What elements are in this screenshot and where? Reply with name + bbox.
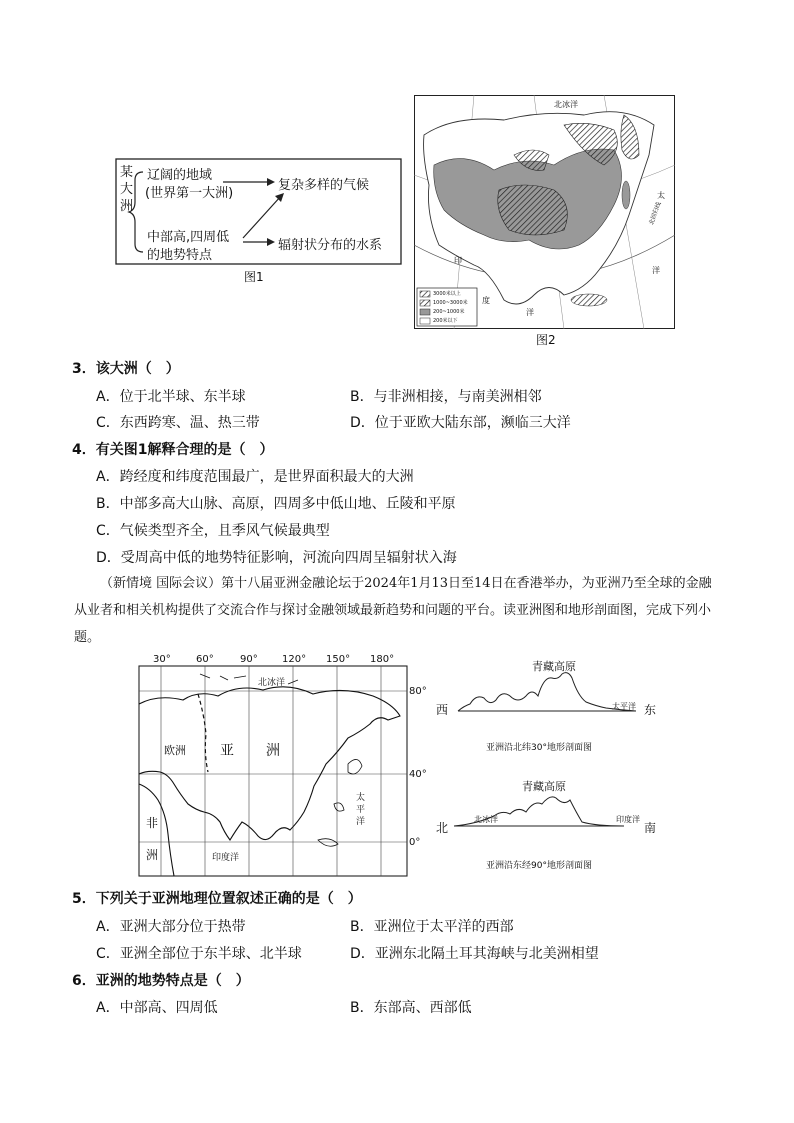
- q3-option-d[interactable]: D．位于亚欧大陆东部，濒临三大洋: [350, 415, 571, 431]
- figure-2-legend: [433, 290, 468, 326]
- profile-90e-north: 北: [436, 821, 449, 835]
- map-label-africa-1: 非: [146, 816, 159, 830]
- q4-option-a[interactable]: A．跨经度和纬度范围最广，是世界面积最大的大洲: [96, 469, 414, 485]
- figure-1: [115, 158, 402, 265]
- profile-30n-west: 西: [436, 703, 449, 717]
- profile-30n-peak-label: 青藏高原: [532, 660, 576, 673]
- legend-item-2: 1000~3000米: [433, 300, 468, 306]
- q6-option-b[interactable]: B．东部高、西部低: [350, 1000, 472, 1016]
- q5-option-d[interactable]: D．亚洲东北隔土耳其海峡与北美洲相望: [350, 946, 599, 962]
- lon-label-90: 90°: [240, 654, 258, 665]
- lat-label-40: 40°: [409, 769, 427, 780]
- map-label-indian: 印度洋: [212, 853, 240, 863]
- figure-2-label-tropic: 北回归线: [647, 201, 663, 227]
- figure-2-label-indian-1: 印: [454, 256, 462, 265]
- lon-label-30: 30°: [153, 654, 171, 665]
- map-label-africa-2: 洲: [146, 848, 159, 862]
- profile-90e-indian: 印度洋: [616, 815, 640, 824]
- figure-1-result-rivers: 辐射状分布的水系: [278, 238, 383, 253]
- profile-30n-ocean: 太平洋: [612, 702, 636, 711]
- map-label-arctic: 北冰洋: [258, 678, 286, 688]
- q6-option-a[interactable]: A．中部高、四周低: [96, 1000, 218, 1016]
- q4-stem: 4．有关图1解释合理的是（ ）: [72, 442, 274, 458]
- lon-label-180: 180°: [370, 654, 395, 665]
- lon-label-150: 150°: [326, 654, 351, 665]
- legend-item-1: 3000米以上: [433, 291, 461, 297]
- lon-label-120: 120°: [282, 654, 307, 665]
- q5-option-c[interactable]: C．亚洲全部位于东半球、北半球: [96, 946, 302, 962]
- q4-option-b[interactable]: B．中部多高大山脉、高原，四周多中低山地、丘陵和平原: [96, 496, 456, 512]
- lat-label-80: 80°: [409, 686, 427, 697]
- profile-90e: [436, 776, 666, 876]
- figure-1-result-climate: 复杂多样的气候: [278, 178, 370, 193]
- figure-1-caption: 图1: [244, 270, 264, 284]
- q6-stem: 6．亚洲的地势特点是（ ）: [72, 973, 250, 989]
- lon-label-60: 60°: [196, 654, 214, 665]
- profile-30n-caption: 亚洲沿北纬30°地形剖面图: [486, 743, 592, 753]
- figure-2-label-indian-2: 度: [482, 296, 490, 305]
- figure-2-caption: 图2: [536, 333, 556, 347]
- profile-90e-caption: 亚洲沿东经90°地形剖面图: [486, 861, 592, 871]
- asia-map-svg: [138, 654, 434, 878]
- profile-90e-arctic: 北冰洋: [474, 815, 498, 824]
- figure-1-box2-line2: 的地势特点: [147, 248, 213, 263]
- passage-text: 第十八届亚洲金融论坛于2024年1月13日至14日在香港举办，为亚洲乃至全球的金融从业者和相关机构提供了交流合作与探讨金融领域最新趋势和问题的平台。读亚洲图和地形剖面图，完成下列小题。: [74, 576, 712, 645]
- q4-option-c[interactable]: C．气候类型齐全，且季风气候最典型: [96, 523, 330, 539]
- profile-30n-east: 东: [644, 703, 657, 717]
- legend-item-4: 200米以下: [433, 318, 458, 324]
- figure-1-vertical-label: 某大洲: [120, 165, 134, 214]
- profile-90e-peak-label: 青藏高原: [522, 780, 566, 793]
- map-label-europe: 欧洲: [164, 744, 186, 757]
- figure-1-box1-line2: (世界第一大洲): [145, 186, 234, 201]
- figure-2-label-arctic: 北冰洋: [554, 100, 578, 109]
- legend-item-3: 200~1000米: [433, 309, 465, 315]
- asia-map: [138, 654, 434, 878]
- passage-tag: （新情境 国际会议）: [100, 576, 222, 591]
- q3-option-a[interactable]: A．位于北半球、东半球: [96, 389, 246, 405]
- q4-option-d[interactable]: D．受周高中低的地势特征影响，河流向四周呈辐射状入海: [96, 550, 457, 566]
- q5-stem: 5．下列关于亚洲地理位置叙述正确的是（ ）: [72, 891, 362, 907]
- map-label-asia-2: 洲: [266, 743, 280, 759]
- figure-1-box1-line1: 辽阔的地域: [147, 168, 213, 183]
- q5-option-b[interactable]: B．亚洲位于太平洋的西部: [350, 919, 514, 935]
- figure-2-label-pacific-2: 洋: [652, 266, 660, 275]
- map-label-pacific: 太 平 洋: [356, 793, 366, 827]
- q5-option-a[interactable]: A．亚洲大部分位于热带: [96, 919, 246, 935]
- profile-30n-svg: [436, 666, 666, 726]
- reading-passage: [74, 570, 722, 651]
- q3-option-b[interactable]: B．与非洲相接，与南美洲相邻: [350, 389, 542, 405]
- q3-stem: 3．该大洲（ ）: [72, 361, 180, 377]
- lat-label-0: 0°: [409, 837, 421, 848]
- profile-90e-south: 南: [644, 821, 657, 835]
- q3-option-c[interactable]: C．东西跨寒、温、热三带: [96, 415, 260, 431]
- profile-30n: [436, 656, 666, 756]
- figure-2-label-pacific-1: 太: [657, 191, 665, 200]
- map-label-asia-1: 亚: [220, 743, 234, 759]
- figure-2-label-indian-3: 洋: [526, 308, 534, 317]
- figure-2: [414, 95, 675, 329]
- figure-1-box2-line1: 中部高,四周低: [147, 230, 230, 245]
